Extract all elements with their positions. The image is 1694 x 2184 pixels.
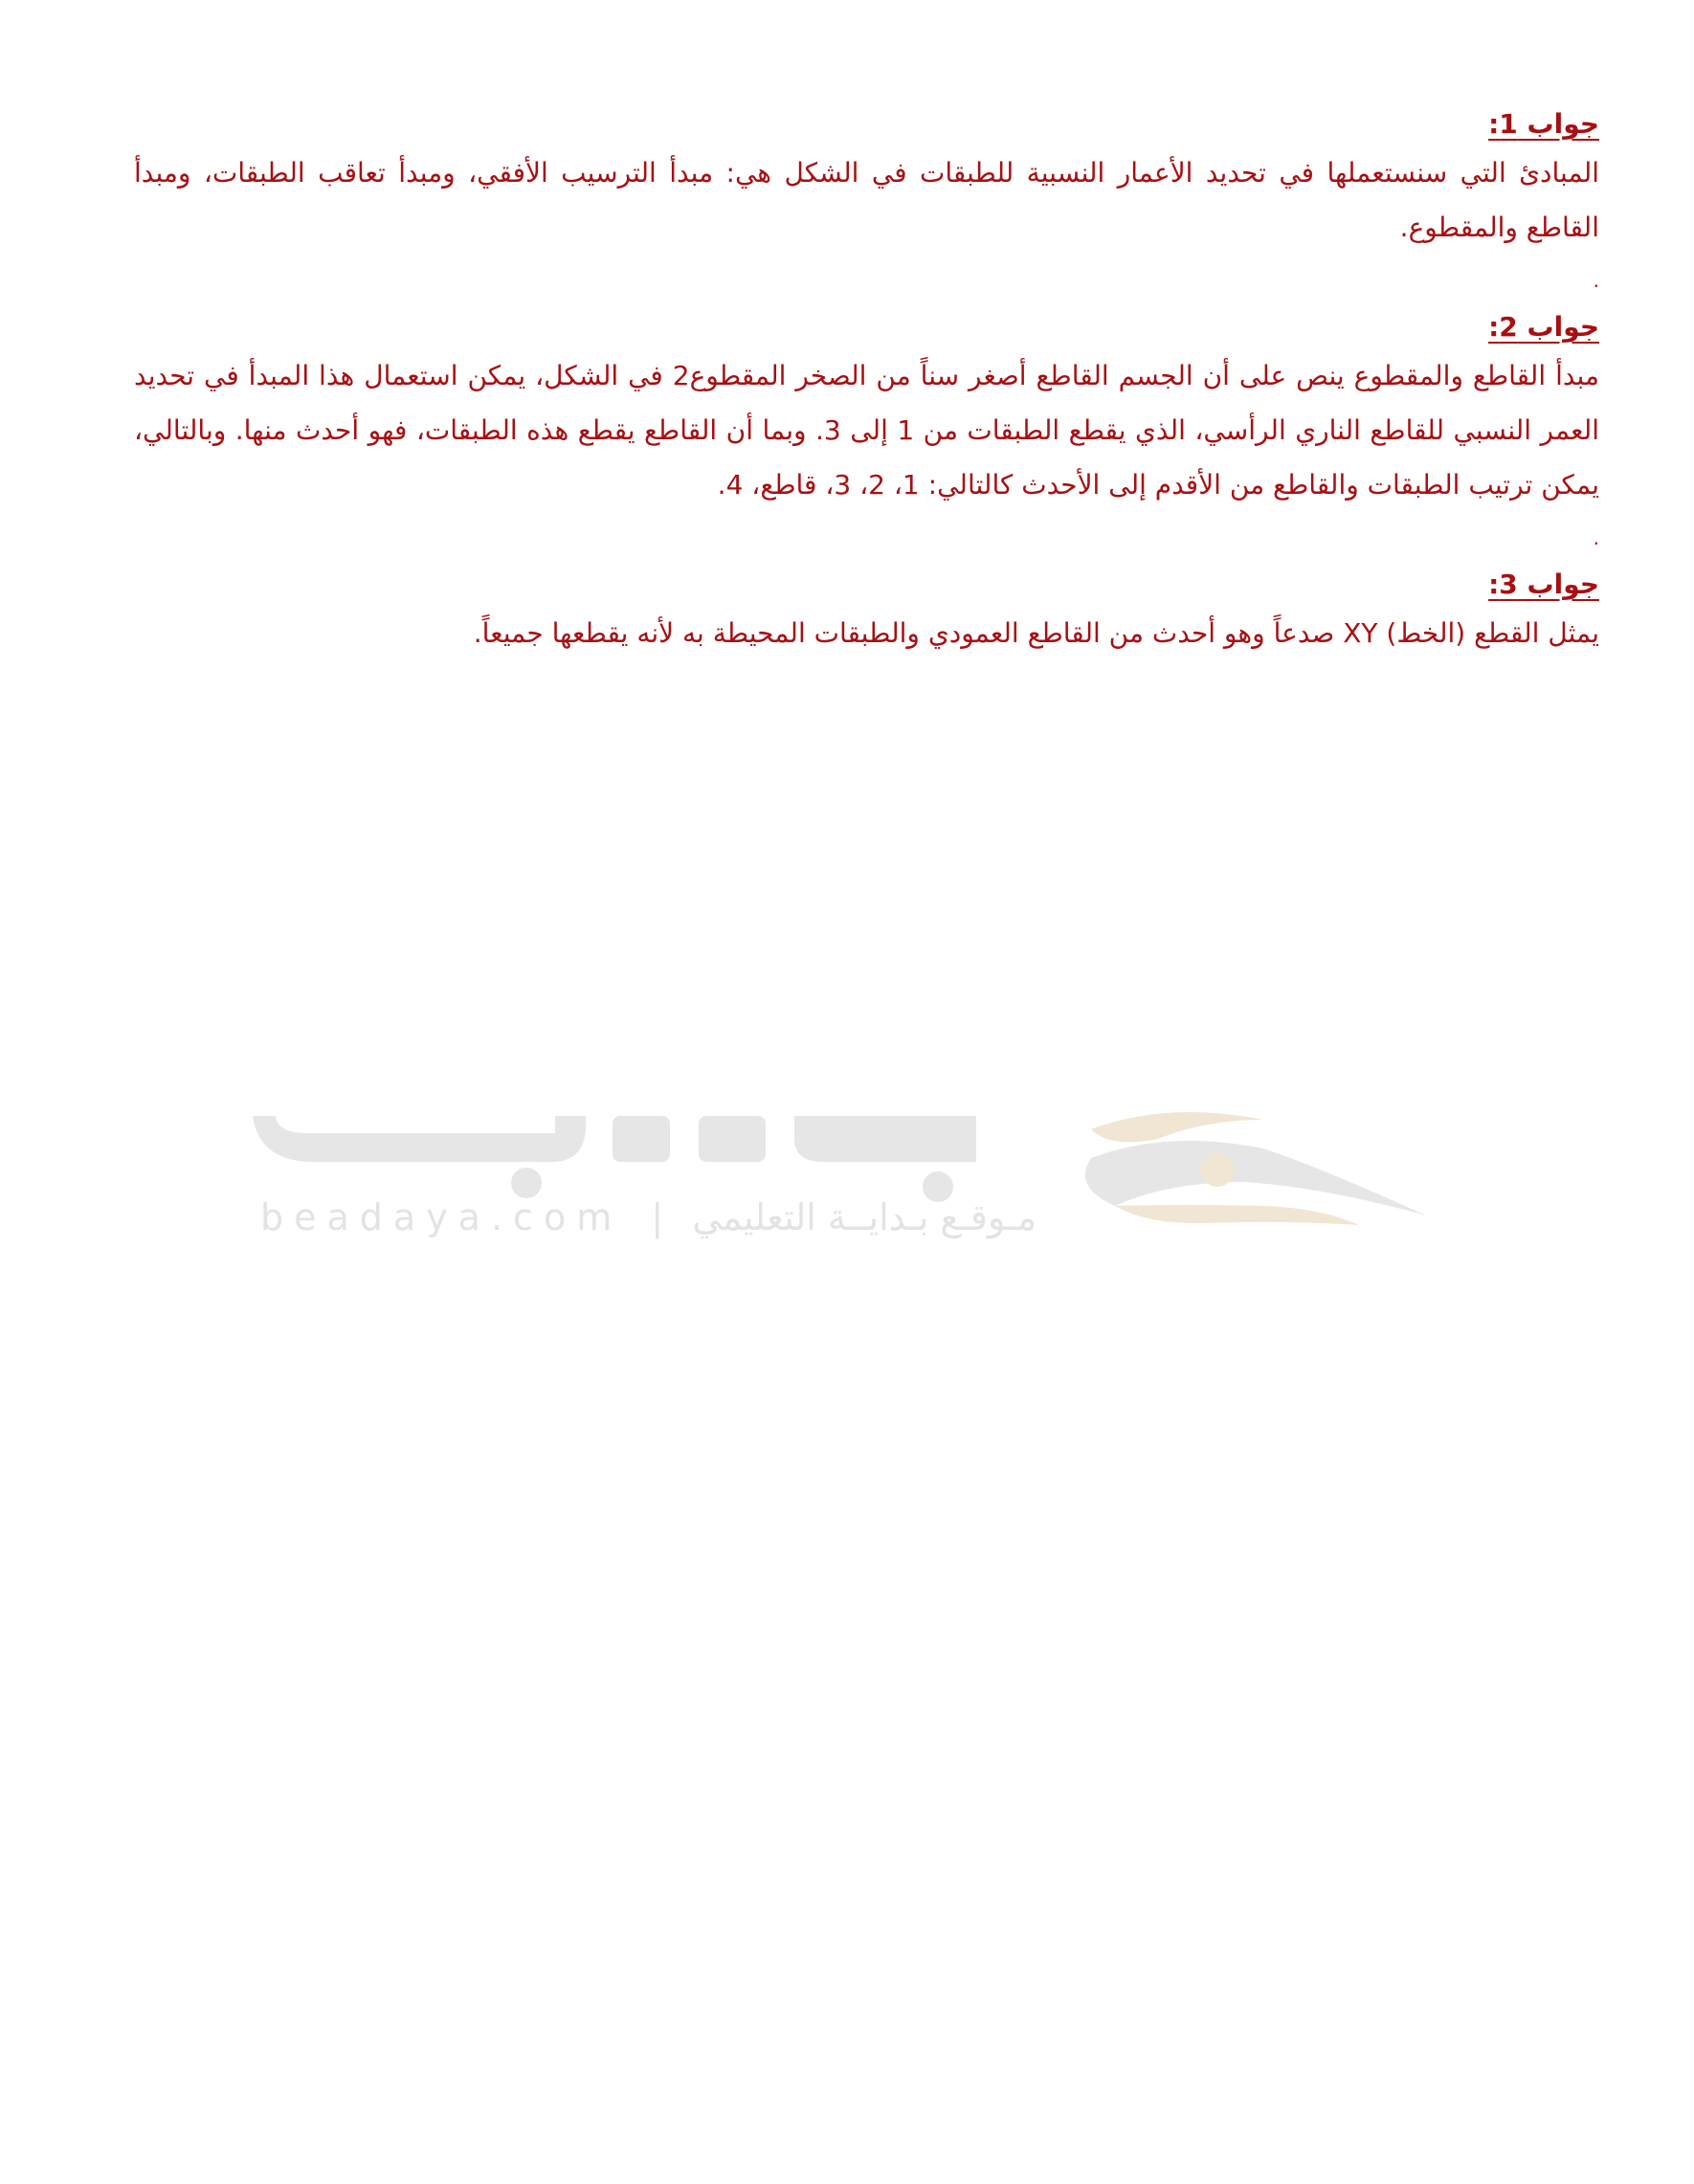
answer-3 (134, 564, 1599, 660)
watermark-site-name: مـوقـع بـدايــة التعليمي (692, 1196, 1037, 1238)
answer-2-text: مبدأ القاطع والمقطوع ينص على أن الجسم القاطع أصغر سناً من الصخر المقطوع2 في الشكل، يمكن استعمال هذا المبدأ في تحديد العمر النسبي للقاطع الناري الرأسي، الذي يقطع الطبقات من 1 إلى 3. وبما أن القاطع يقطع هذه الطبقات، فهو أحدث منها. وبالتالي، يمكن ترتيب الطبقات والقاطع من الأقدم إلى الأحدث كالتالي: 1، 2، 3، قاطع، 4. (134, 360, 1600, 501)
answer-2 (134, 306, 1599, 564)
answer-1 (134, 103, 1599, 306)
answer-3-heading: جواب 3: (1488, 568, 1599, 600)
document-body (134, 103, 1599, 660)
watermark-text (260, 1196, 1036, 1238)
answer-1-text: المبادئ التي سنستعملها في تحديد الأعمار النسبية للطبقات في الشكل هي: مبدأ الترسيب الأفقي، ومبدأ تعاقب الطبقات، ومبدأ القاطع والمقطوع. (134, 157, 1599, 243)
watermark-logo (249, 1091, 1436, 1263)
answer-2-separator: . (1593, 526, 1599, 549)
answer-2-heading: جواب 2: (1488, 311, 1599, 343)
watermark-domain: beadaya.com (260, 1196, 623, 1238)
answer-3-text: يمثل القطع (الخط) XY صدعاً وهو أحدث من القاطع العمودي والطبقات المحيطة به لأنه يقطعها جميعاً. (473, 617, 1599, 649)
watermark-separator: | (651, 1196, 664, 1238)
answer-1-separator: . (1593, 269, 1599, 292)
answer-1-heading: جواب 1: (1488, 108, 1599, 140)
